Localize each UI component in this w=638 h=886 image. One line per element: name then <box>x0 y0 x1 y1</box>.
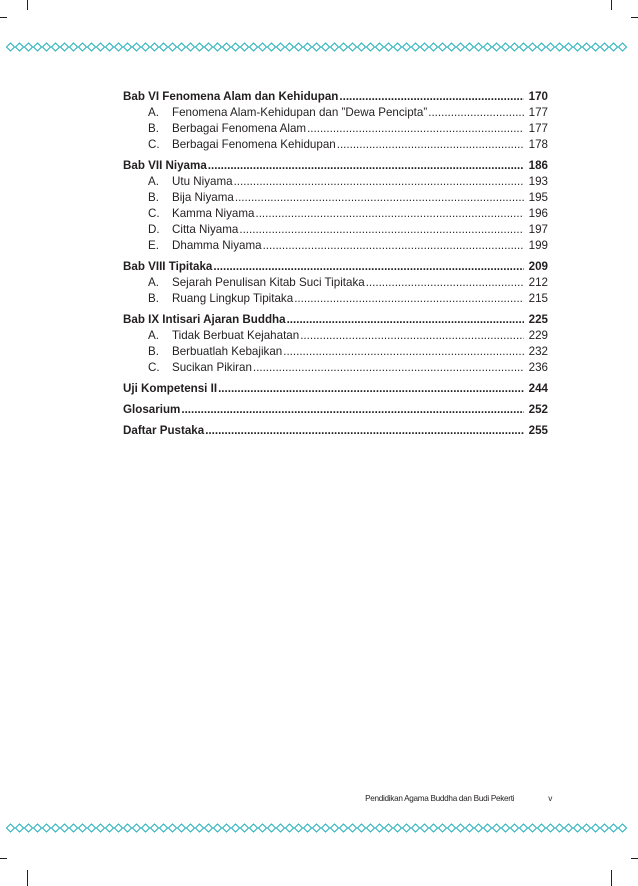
footer-book-title: Pendidikan Agama Buddha dan Budi Pekerti <box>365 794 515 803</box>
diamond-ornament <box>349 43 357 51</box>
section-title-wrap <box>148 238 262 254</box>
toc-chapter-entry <box>123 89 548 105</box>
diamond-ornament <box>34 824 42 832</box>
diamond-ornament <box>313 43 321 51</box>
diamond-ornament <box>403 824 411 832</box>
diamond-ornament <box>592 43 600 51</box>
diamond-ornament <box>394 824 402 832</box>
diamond-ornament <box>205 43 213 51</box>
diamond-ornament <box>196 824 204 832</box>
diamond-ornament <box>493 43 501 51</box>
diamond-ornament <box>448 824 456 832</box>
diamond-ornament <box>547 43 555 51</box>
chapter-title: Bab VII Niyama <box>123 159 207 172</box>
diamond-ornament <box>367 43 375 51</box>
diamond-ornament <box>268 43 276 51</box>
diamond-ornament <box>484 824 492 832</box>
diamond-ornament <box>322 43 330 51</box>
diamond-ornament <box>115 43 123 51</box>
diamond-ornament <box>466 824 474 832</box>
section-title: Dhamma Niyama <box>172 239 262 252</box>
diamond-ornament <box>340 824 348 832</box>
diamond-ornament <box>556 43 564 51</box>
diamond-ornament <box>250 824 258 832</box>
table-of-contents <box>123 89 548 439</box>
diamond-ornament <box>151 43 159 51</box>
section-letter: B. <box>148 345 159 358</box>
crop-mark <box>631 17 638 18</box>
diamond-ornament <box>79 43 87 51</box>
diamond-ornament <box>241 824 249 832</box>
diamond-ornament <box>502 824 510 832</box>
diamond-ornament <box>601 824 609 832</box>
diamond-ornament <box>259 43 267 51</box>
diamond-ornament <box>88 43 96 51</box>
diamond-ornament <box>529 824 537 832</box>
diamond-ornament <box>601 43 609 51</box>
section-title: Utu Niyama <box>172 175 233 188</box>
diamond-ornament <box>196 43 204 51</box>
diamond-ornament <box>322 824 330 832</box>
diamond-ornament <box>214 43 222 51</box>
section-letter: E. <box>148 239 159 252</box>
toc-section-entry <box>123 360 548 376</box>
diamond-ornament <box>385 43 393 51</box>
diamond-ornament <box>223 43 231 51</box>
section-title-wrap <box>148 222 238 238</box>
diamond-ornament <box>565 43 573 51</box>
diamond-ornament <box>583 824 591 832</box>
diamond-ornament <box>106 43 114 51</box>
diamond-ornament <box>313 824 321 832</box>
diamond-ornament <box>331 824 339 832</box>
dot-leader <box>428 105 524 121</box>
section-page-number: 212 <box>528 276 548 289</box>
section-title: Tidak Berbuat Kejahatan <box>172 329 300 342</box>
diamond-ornament <box>385 824 393 832</box>
diamond-ornament <box>475 824 483 832</box>
section-page-number: 229 <box>528 329 548 342</box>
diamond-ornament <box>16 43 24 51</box>
diamond-ornament <box>376 824 384 832</box>
chapter-title: Bab IX Intisari Ajaran Buddha <box>123 313 286 326</box>
diamond-ornament <box>448 43 456 51</box>
diamond-ornament <box>556 824 564 832</box>
diamond-ornament <box>529 43 537 51</box>
toc-section-entry <box>123 344 548 360</box>
diamond-ornament <box>70 43 78 51</box>
section-title-wrap <box>148 174 233 190</box>
diamond-ornament <box>169 43 177 51</box>
dot-leader <box>366 275 524 291</box>
diamond-ornament <box>538 43 546 51</box>
section-title-wrap <box>148 275 365 291</box>
dot-leader <box>255 206 524 222</box>
section-page-number: 196 <box>528 207 548 220</box>
diamond-ornament <box>277 43 285 51</box>
dot-leader <box>300 328 524 344</box>
section-title-wrap <box>148 121 306 137</box>
diamond-ornament <box>232 824 240 832</box>
section-page-number: 197 <box>528 223 548 236</box>
section-page-number: 178 <box>528 138 548 151</box>
diamond-ornament <box>511 43 519 51</box>
section-title-wrap <box>148 206 254 222</box>
diamond-ornament <box>520 43 528 51</box>
diamond-ornament <box>574 43 582 51</box>
dot-leader <box>283 344 524 360</box>
top-decorative-border <box>6 42 632 52</box>
section-letter: A. <box>148 175 159 188</box>
section-title-wrap <box>148 105 427 121</box>
diamond-ornament <box>61 824 69 832</box>
diamond-ornament <box>97 43 105 51</box>
section-page-number: 193 <box>528 175 548 188</box>
diamond-ornament <box>160 43 168 51</box>
diamond-ornament <box>439 43 447 51</box>
chapter-title: Daftar Pustaka <box>123 424 205 437</box>
dot-leader <box>208 158 524 174</box>
dot-leader <box>213 259 524 275</box>
toc-chapter-entry <box>123 381 548 397</box>
diamond-ornament <box>439 824 447 832</box>
diamond-ornament <box>259 824 267 832</box>
diamond-ornament <box>619 43 627 51</box>
toc-chapter-entry <box>123 158 548 174</box>
section-letter: A. <box>148 329 159 342</box>
diamond-ornament <box>70 824 78 832</box>
diamond-ornament <box>376 43 384 51</box>
diamond-ornament <box>25 43 33 51</box>
section-title-wrap <box>148 344 282 360</box>
dot-leader <box>181 402 524 418</box>
section-title: Fenomena Alam-Kehidupan dan ”Dewa Pencipta” <box>172 106 428 119</box>
chapter-title: Bab VI Fenomena Alam dan Kehidupan <box>123 90 339 103</box>
toc-section-entry <box>123 291 548 307</box>
toc-section-entry <box>123 328 548 344</box>
diamond-ornament <box>250 43 258 51</box>
crop-mark <box>27 0 28 10</box>
diamond-ornament <box>187 43 195 51</box>
section-page-number: 195 <box>528 191 548 204</box>
chapter-title: Bab VIII Tipitaka <box>123 260 213 273</box>
diamond-ornament <box>160 824 168 832</box>
dot-leader <box>294 291 524 307</box>
section-title: Sejarah Penulisan Kitab Suci Tipitaka <box>172 276 365 289</box>
section-title-wrap <box>148 360 252 376</box>
diamond-ornament <box>412 43 420 51</box>
chapter-title: Glosarium <box>123 403 181 416</box>
diamond-ornament <box>187 824 195 832</box>
section-title-wrap <box>148 328 299 344</box>
diamond-ornament <box>214 824 222 832</box>
diamond-ornament <box>547 824 555 832</box>
footer-page-number: v <box>548 794 552 803</box>
dot-leader <box>287 312 524 328</box>
diamond-ornament <box>16 824 24 832</box>
diamond-ornament <box>295 43 303 51</box>
toc-section-entry <box>123 137 548 153</box>
chapter-title: Uji Kompetensi II <box>123 382 218 395</box>
section-title-wrap <box>148 190 234 206</box>
diamond-ornament <box>421 43 429 51</box>
diamond-ornament <box>484 43 492 51</box>
diamond-ornament <box>43 43 51 51</box>
diamond-ornament <box>304 43 312 51</box>
dot-leader <box>239 222 524 238</box>
diamond-ornament <box>367 824 375 832</box>
diamond-ornament <box>205 824 213 832</box>
dot-leader <box>218 381 524 397</box>
chapter-page-number: 225 <box>528 313 548 326</box>
dot-leader <box>235 190 524 206</box>
section-page-number: 215 <box>528 292 548 305</box>
section-letter: C. <box>148 361 160 374</box>
section-letter: C. <box>148 138 160 151</box>
toc-section-entry <box>123 190 548 206</box>
diamond-ornament <box>394 43 402 51</box>
page-footer <box>365 794 552 803</box>
section-letter: B. <box>148 122 159 135</box>
diamond-ornament <box>142 43 150 51</box>
toc-section-entry <box>123 174 548 190</box>
section-page-number: 236 <box>528 361 548 374</box>
section-letter: B. <box>148 191 159 204</box>
bottom-decorative-border <box>6 823 632 833</box>
crop-mark <box>0 17 7 18</box>
diamond-ornament <box>61 43 69 51</box>
diamond-ornament <box>133 824 141 832</box>
dot-leader <box>263 238 524 254</box>
diamond-ornament <box>268 824 276 832</box>
section-letter: D. <box>148 223 160 236</box>
section-page-number: 199 <box>528 239 548 252</box>
diamond-ornament <box>457 824 465 832</box>
diamond-ornament <box>223 824 231 832</box>
diamond-ornament <box>286 824 294 832</box>
dot-leader <box>234 174 524 190</box>
diamond-ornament <box>52 824 60 832</box>
toc-section-entry <box>123 222 548 238</box>
toc-section-entry <box>123 121 548 137</box>
toc-chapter-entry <box>123 402 548 418</box>
diamond-ornament <box>583 43 591 51</box>
section-page-number: 177 <box>528 122 548 135</box>
toc-section-entry <box>123 206 548 222</box>
section-letter: C. <box>148 207 160 220</box>
diamond-ornament <box>430 43 438 51</box>
section-page-number: 232 <box>528 345 548 358</box>
diamond-ornament <box>106 824 114 832</box>
toc-section-entry <box>123 105 548 121</box>
chapter-page-number: 170 <box>528 90 548 103</box>
crop-mark <box>611 870 612 886</box>
section-page-number: 177 <box>528 106 548 119</box>
toc-chapter-entry <box>123 259 548 275</box>
section-title: Sucikan Pikiran <box>172 361 252 374</box>
section-letter: A. <box>148 276 159 289</box>
section-letter: B. <box>148 292 159 305</box>
section-title: Bija Niyama <box>172 191 234 204</box>
diamond-ornament <box>124 43 132 51</box>
dot-leader <box>253 360 524 376</box>
diamond-ornament <box>7 43 15 51</box>
diamond-ornament <box>88 824 96 832</box>
diamond-ornament <box>610 43 618 51</box>
diamond-ornament <box>520 824 528 832</box>
toc-chapter-entry <box>123 312 548 328</box>
crop-mark <box>631 858 638 859</box>
diamond-ornament <box>241 43 249 51</box>
diamond-ornament <box>304 824 312 832</box>
chapter-page-number: 252 <box>528 403 548 416</box>
diamond-ornament <box>178 824 186 832</box>
diamond-ornament <box>466 43 474 51</box>
section-title-wrap <box>148 137 336 153</box>
diamond-ornament <box>349 824 357 832</box>
section-title: Berbagai Fenomena Kehidupan <box>172 138 336 151</box>
diamond-ornament <box>277 824 285 832</box>
toc-section-entry <box>123 275 548 291</box>
toc-chapter-entry <box>123 423 548 439</box>
dot-leader <box>337 137 524 153</box>
diamond-ornament <box>169 824 177 832</box>
diamond-ornament <box>34 43 42 51</box>
dot-leader <box>307 121 524 137</box>
section-title: Kamma Niyama <box>172 207 255 220</box>
diamond-ornament <box>493 824 501 832</box>
diamond-ornament <box>538 824 546 832</box>
diamond-ornament <box>358 824 366 832</box>
diamond-ornament <box>52 43 60 51</box>
diamond-ornament <box>151 824 159 832</box>
dot-leader <box>339 89 524 105</box>
diamond-ornament <box>295 824 303 832</box>
diamond-ornament <box>286 43 294 51</box>
diamond-ornament <box>340 43 348 51</box>
section-title: Berbuatlah Kebajikan <box>172 345 283 358</box>
diamond-ornament <box>7 824 15 832</box>
section-title: Berbagai Fenomena Alam <box>172 122 307 135</box>
crop-mark <box>27 870 28 886</box>
section-letter: A. <box>148 106 159 119</box>
section-title: Citta Niyama <box>172 223 239 236</box>
diamond-ornament <box>403 43 411 51</box>
diamond-ornament <box>619 824 627 832</box>
diamond-ornament <box>178 43 186 51</box>
diamond-ornament <box>331 43 339 51</box>
diamond-ornament <box>133 43 141 51</box>
diamond-ornament <box>232 43 240 51</box>
diamond-ornament <box>421 824 429 832</box>
diamond-ornament <box>475 43 483 51</box>
diamond-ornament <box>610 824 618 832</box>
section-title: Ruang Lingkup Tipitaka <box>172 292 294 305</box>
diamond-ornament <box>43 824 51 832</box>
crop-mark <box>611 0 612 10</box>
chapter-page-number: 255 <box>528 424 548 437</box>
diamond-ornament <box>574 824 582 832</box>
toc-section-entry <box>123 238 548 254</box>
diamond-ornament <box>142 824 150 832</box>
chapter-page-number: 244 <box>528 382 548 395</box>
chapter-page-number: 186 <box>528 159 548 172</box>
diamond-ornament <box>502 43 510 51</box>
diamond-ornament <box>457 43 465 51</box>
chapter-page-number: 209 <box>528 260 548 273</box>
crop-mark <box>0 858 7 859</box>
diamond-ornament <box>412 824 420 832</box>
diamond-ornament <box>124 824 132 832</box>
dot-leader <box>205 423 524 439</box>
diamond-ornament <box>511 824 519 832</box>
diamond-ornament <box>115 824 123 832</box>
diamond-ornament <box>79 824 87 832</box>
diamond-ornament <box>565 824 573 832</box>
section-title-wrap <box>148 291 293 307</box>
diamond-ornament <box>430 824 438 832</box>
diamond-ornament <box>592 824 600 832</box>
diamond-ornament <box>358 43 366 51</box>
diamond-ornament <box>97 824 105 832</box>
diamond-ornament <box>25 824 33 832</box>
